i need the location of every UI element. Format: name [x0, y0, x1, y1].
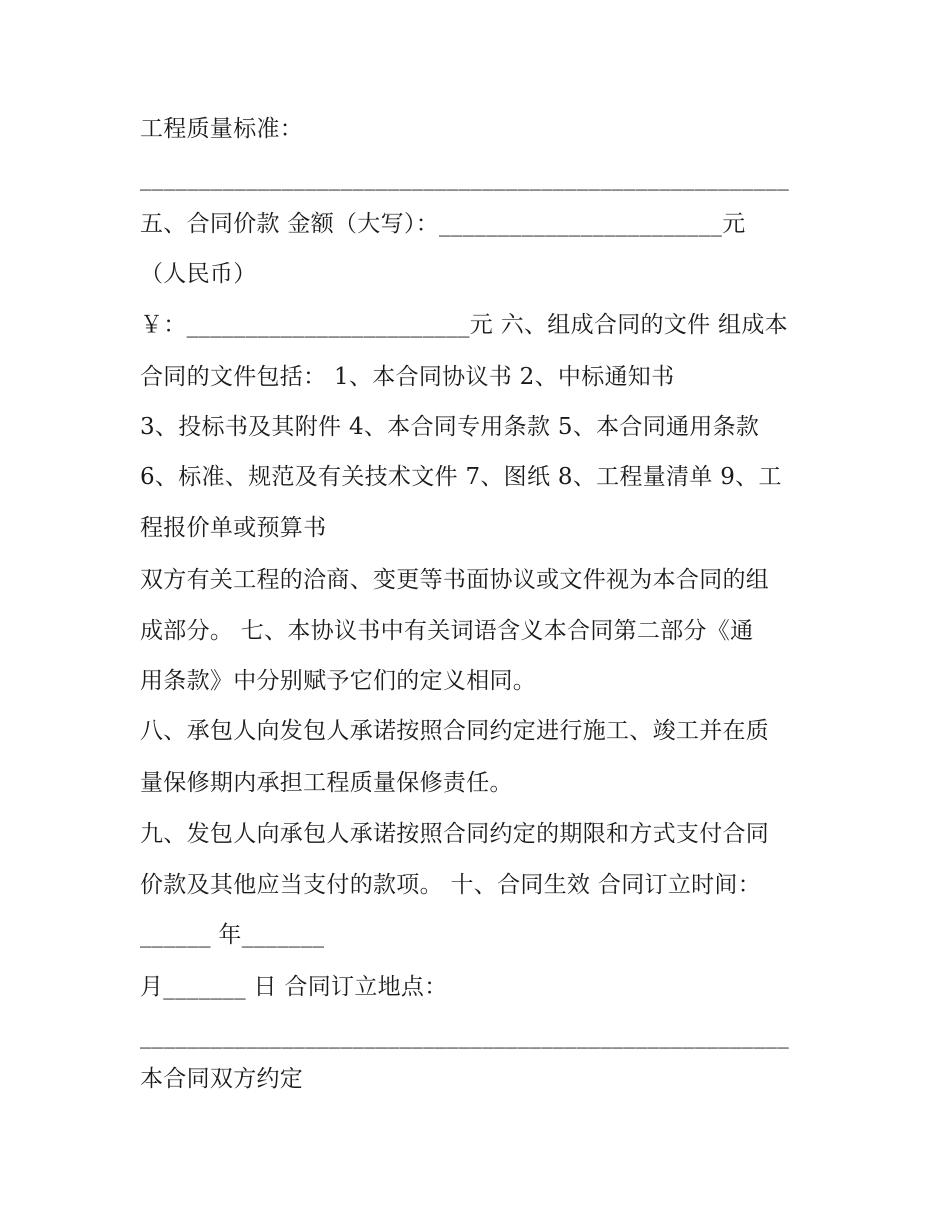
quality-standard-blank: _______________________________________________________ — [140, 165, 789, 191]
negotiation-clause-line-2: 成部分。 七、本协议书中有关词语含义本合同第二部分《通 — [140, 618, 754, 644]
currency-line: （人民币） — [140, 261, 257, 287]
contract-documents-line-1: 合同的文件包括： 1、本合同协议书 2、中标通知书 — [140, 364, 675, 390]
employer-commitment-line-2: 价款及其他应当支付的款项。 十、合同生效 合同订立时间： — [140, 872, 762, 898]
signing-place-blank: _______________________________________________________ — [140, 1023, 789, 1049]
quality-standard-label: 工程质量标准： — [140, 116, 304, 142]
definitions-clause-line: 用条款》中分别赋予它们的定义相同。 — [140, 668, 537, 694]
contract-documents-line-3: 6、标准、规范及有关技术文件 7、图纸 8、工程量清单 9、工 — [140, 464, 782, 490]
signing-date-day-line: 月_______ 日 合同订立地点： — [140, 974, 448, 1000]
negotiation-clause-line-1: 双方有关工程的洽商、变更等书面协议或文件视为本合同的组 — [140, 567, 770, 593]
parties-agreement-line: 本合同双方约定 — [140, 1066, 304, 1092]
contractor-commitment-line-2: 量保修期内承担工程质量保修责任。 — [140, 770, 513, 796]
signing-date-year-line: ______ 年_______ — [140, 922, 325, 948]
contract-documents-line-2: 3、投标书及其附件 4、本合同专用条款 5、本合同通用条款 — [140, 414, 760, 440]
contract-price-line: 五、合同价款 金额（大写）：________________________元 — [140, 211, 746, 237]
contractor-commitment-line-1: 八、承包人向发包人承诺按照合同约定进行施工、竣工并在质 — [140, 718, 770, 744]
employer-commitment-line-1: 九、发包人向承包人承诺按照合同约定的期限和方式支付合同 — [140, 821, 770, 847]
amount-figures-line: ￥：________________________元 六、组成合同的文件 组成本 — [140, 312, 788, 338]
contract-documents-line-4: 程报价单或预算书 — [140, 515, 327, 541]
